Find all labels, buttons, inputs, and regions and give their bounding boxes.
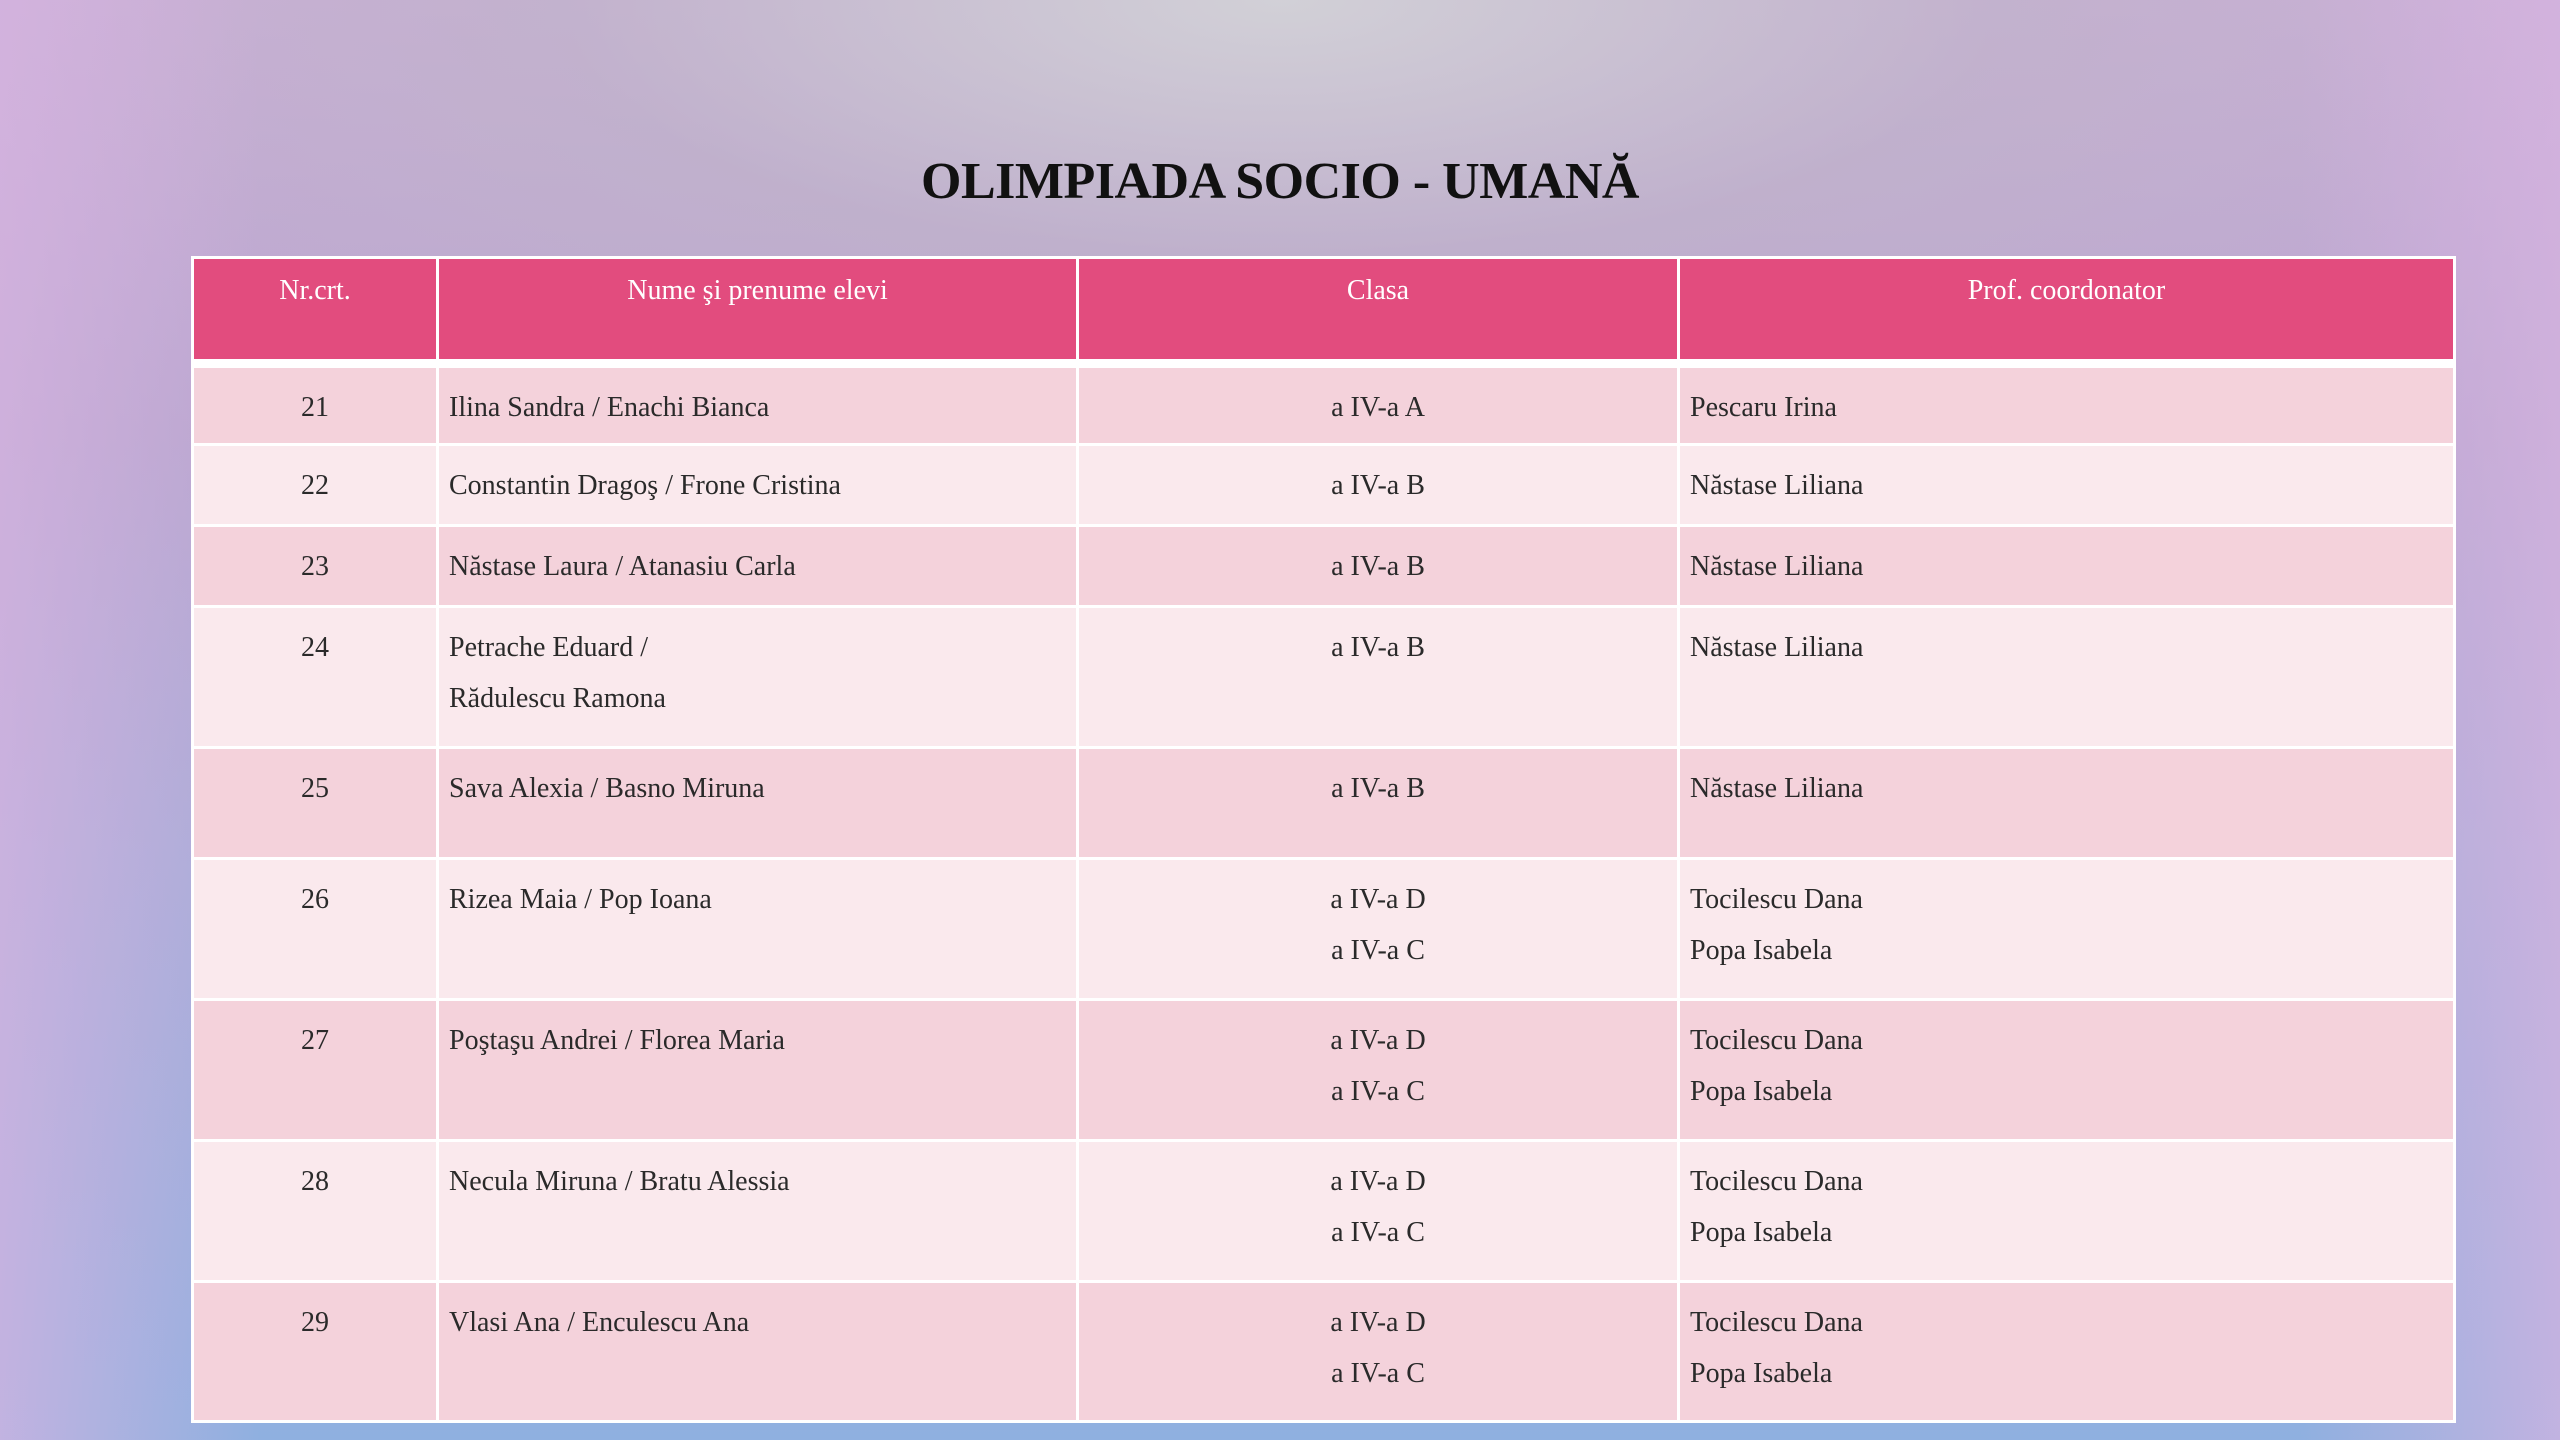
nr-text: 23 — [301, 551, 329, 582]
prof-line: Tocilescu Dana — [1690, 1166, 1863, 1197]
cell-clasa — [1078, 1141, 1679, 1282]
cell-prof — [1679, 364, 2455, 445]
cell-name — [438, 445, 1078, 526]
prof-line: Năstase Liliana — [1690, 632, 1864, 663]
clasa-line: a IV-a B — [1331, 773, 1425, 804]
cell-prof — [1679, 1000, 2455, 1141]
nr-text: 27 — [301, 1025, 329, 1056]
cell-prof — [1679, 1141, 2455, 1282]
table-row — [193, 1141, 2455, 1282]
prof-line: Popa Isabela — [1690, 935, 1833, 966]
clasa-line: a IV-a A — [1331, 392, 1425, 423]
cell-nr — [193, 364, 438, 445]
name-line: Constantin Dragoş / Frone Cristina — [449, 470, 841, 501]
nr-text: 29 — [301, 1307, 329, 1338]
clasa-line: a IV-a D — [1330, 1307, 1426, 1338]
cell-name — [438, 1282, 1078, 1422]
cell-prof — [1679, 1282, 2455, 1422]
cell-clasa — [1078, 526, 1679, 607]
cell-name — [438, 859, 1078, 1000]
cell-prof — [1679, 526, 2455, 607]
table-row — [193, 859, 2455, 1000]
cell-clasa — [1078, 748, 1679, 859]
header-clasa: Clasa — [1078, 258, 1679, 364]
cell-clasa — [1078, 1000, 1679, 1141]
cell-name — [438, 748, 1078, 859]
name-line: Poştaşu Andrei / Florea Maria — [449, 1025, 785, 1056]
cell-nr — [193, 859, 438, 1000]
table-row — [193, 1000, 2455, 1141]
cell-name — [438, 607, 1078, 748]
participants-table — [191, 256, 2456, 1423]
cell-name — [438, 526, 1078, 607]
clasa-line: a IV-a C — [1331, 1076, 1425, 1107]
cell-prof — [1679, 607, 2455, 748]
name-line: Rădulescu Ramona — [449, 683, 666, 714]
header-name: Nume şi prenume elevi — [438, 258, 1078, 364]
cell-clasa — [1078, 859, 1679, 1000]
table-row — [193, 1282, 2455, 1422]
cell-prof — [1679, 445, 2455, 526]
cell-nr — [193, 1282, 438, 1422]
name-line: Năstase Laura / Atanasiu Carla — [449, 551, 796, 582]
cell-clasa — [1078, 1282, 1679, 1422]
cell-clasa — [1078, 607, 1679, 748]
table-row — [193, 748, 2455, 859]
prof-line: Năstase Liliana — [1690, 470, 1864, 501]
clasa-line: a IV-a B — [1331, 632, 1425, 663]
cell-name — [438, 1000, 1078, 1141]
table-row — [193, 364, 2455, 445]
cell-name — [438, 364, 1078, 445]
nr-text: 24 — [301, 632, 329, 663]
cell-nr — [193, 748, 438, 859]
name-line: Necula Miruna / Bratu Alessia — [449, 1166, 790, 1197]
nr-text: 26 — [301, 884, 329, 915]
clasa-line: a IV-a D — [1330, 1166, 1426, 1197]
prof-line: Tocilescu Dana — [1690, 884, 1863, 915]
nr-text: 21 — [301, 392, 329, 423]
prof-line: Tocilescu Dana — [1690, 1307, 1863, 1338]
name-line: Rizea Maia / Pop Ioana — [449, 884, 712, 915]
prof-line: Pescaru Irina — [1690, 392, 1837, 423]
cell-clasa — [1078, 445, 1679, 526]
table-row — [193, 445, 2455, 526]
prof-line: Tocilescu Dana — [1690, 1025, 1863, 1056]
cell-prof — [1679, 748, 2455, 859]
prof-line: Popa Isabela — [1690, 1217, 1833, 1248]
clasa-line: a IV-a B — [1331, 551, 1425, 582]
prof-line: Năstase Liliana — [1690, 773, 1864, 804]
cell-nr — [193, 445, 438, 526]
cell-clasa — [1078, 364, 1679, 445]
prof-line: Popa Isabela — [1690, 1076, 1833, 1107]
table-row — [193, 607, 2455, 748]
nr-text: 22 — [301, 470, 329, 501]
cell-nr — [193, 1141, 438, 1282]
cell-prof — [1679, 859, 2455, 1000]
header-nr: Nr.crt. — [193, 258, 438, 364]
clasa-line: a IV-a D — [1330, 884, 1426, 915]
nr-text: 28 — [301, 1166, 329, 1197]
cell-nr — [193, 526, 438, 607]
name-line: Vlasi Ana / Enculescu Ana — [449, 1307, 750, 1338]
cell-nr — [193, 607, 438, 748]
header-prof: Prof. coordonator — [1679, 258, 2455, 364]
name-line: Ilina Sandra / Enachi Bianca — [449, 392, 770, 423]
clasa-line: a IV-a C — [1331, 1358, 1425, 1389]
cell-name — [438, 1141, 1078, 1282]
clasa-line: a IV-a C — [1331, 935, 1425, 966]
clasa-line: a IV-a B — [1331, 470, 1425, 501]
table-header-row — [193, 258, 2455, 364]
table-row — [193, 526, 2455, 607]
prof-line: Năstase Liliana — [1690, 551, 1864, 582]
name-line: Petrache Eduard / — [449, 632, 649, 663]
slide-title: OLIMPIADA SOCIO - UMANĂ — [921, 153, 1639, 210]
clasa-line: a IV-a D — [1330, 1025, 1426, 1056]
nr-text: 25 — [301, 773, 329, 804]
cell-nr — [193, 1000, 438, 1141]
clasa-line: a IV-a C — [1331, 1217, 1425, 1248]
prof-line: Popa Isabela — [1690, 1358, 1833, 1389]
name-line: Sava Alexia / Basno Miruna — [449, 773, 765, 804]
